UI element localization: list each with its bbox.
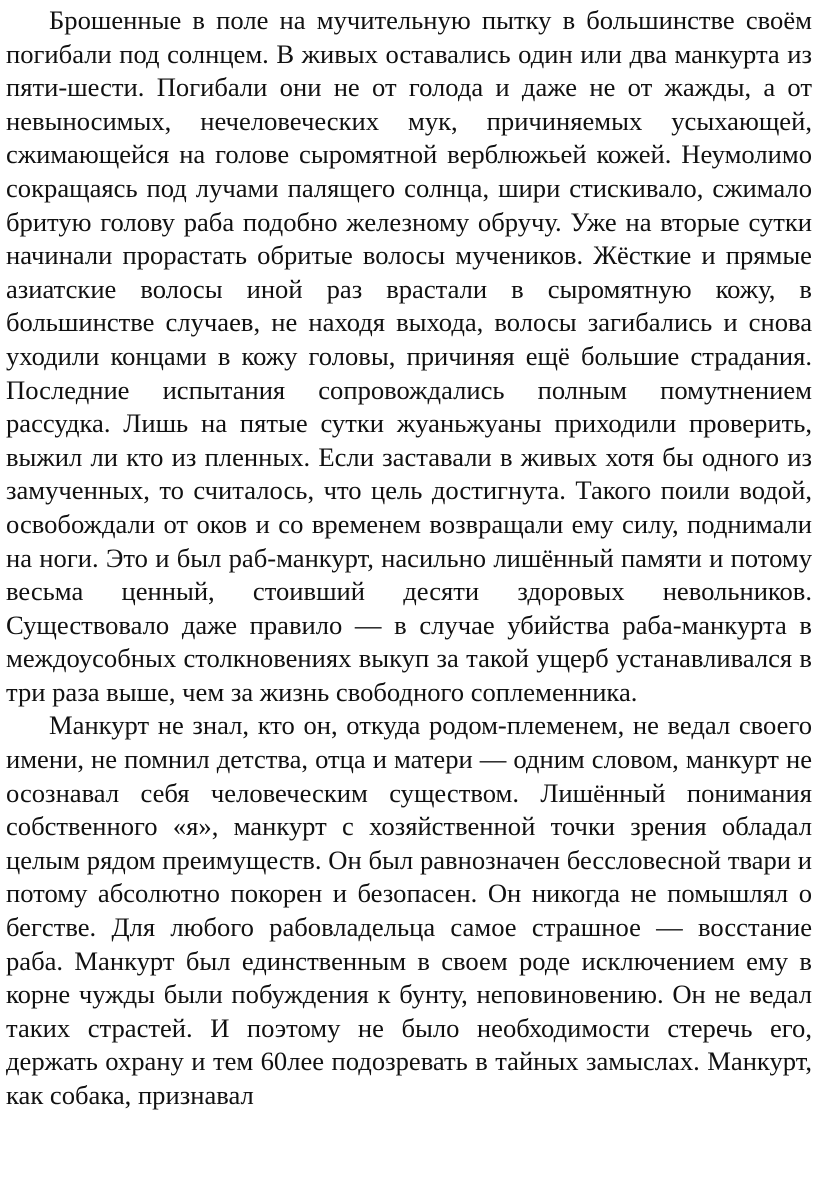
paragraph-1: Брошенные в поле на мучительную пытку в большинстве своём погибали под солнцем. В живых оставались один или два манкурта из пяти-шести. Погибали они не от голода и даже не от жажды, а от невыносимых, нечеловеческих мук, причиняемых усыхающей, сжимающейся на голове сыромятной верблюжьей кожей. Неумолимо сокращаясь под лучами палящего солнца, шири стискивало, сжимало бритую голову раба подобно железному обручу. Уже на вторые сутки начинали прорастать обритые волосы мучеников. Жёсткие и прямые азиатские волосы иной раз врастали в сыромятную кожу, в большинстве случаев, не находя выхода, волосы загибались и снова уходили концами в кожу головы, причиняя ещё большие страдания. Последние испытания сопровождались полным помутнением рассудка. Лишь на пятые сутки жуаньжуаны приходили проверить, выжил ли кто из пленных. Если заставали в живых хотя бы одного из замученных, то считалось, что цель достигнута. Такого поили водой, освобождали от оков и со временем возвращали ему силу, поднимали на ноги. Это и был раб-манкурт, насильно лишённый памяти и потому весьма ценный, стоивший десяти здоровых невольников. Существовало даже правило — в случае убийства раба-манкурта в междоусобных столкновениях выкуп за такой ущерб устанавливался в три раза выше, чем за жизнь свободного соплеменника.	[6, 5, 812, 707]
paragraph-2: Манкурт не знал, кто он, откуда родом-племенем, не ведал своего имени, не помнил детства, отца и матери — одним словом, манкурт не осознавал себя человеческим существом. Лишённый понимания собственного «я», манкурт с хозяйственной точки зрения обладал целым рядом преимуществ. Он был равнозначен бессловесной твари и потому абсолютно покорен и безопасен. Он никогда не помышлял о бегстве. Для любого рабовладельца самое страшное — восстание раба. Манкурт был единственным в своем роде исключением ему в корне чужды были побуждения к бунту, неповиновению. Он не ведал таких страстей. И поэтому не было необходимости стеречь его, держать охрану и тем 60лее подозревать в тайных замыслах. Манкурт, как собака, признавал	[6, 710, 812, 1110]
document-page	[6, 4, 812, 1184]
